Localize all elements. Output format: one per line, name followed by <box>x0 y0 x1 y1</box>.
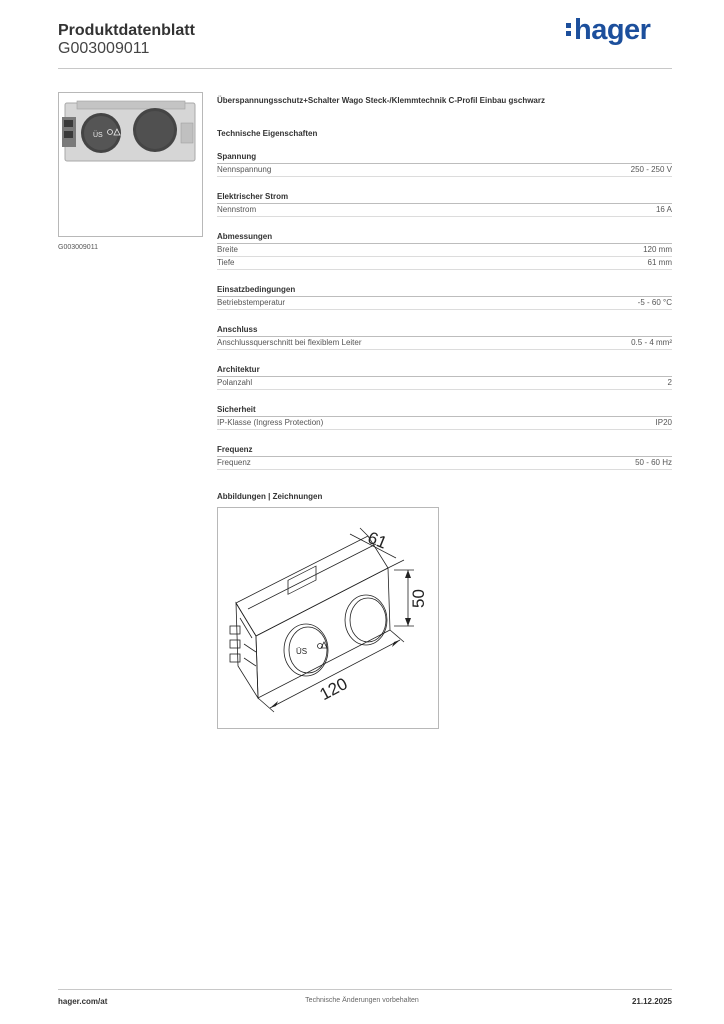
product-image-caption: G003009011 <box>58 244 98 251</box>
property-value: 2 <box>667 378 672 387</box>
property-section <box>217 405 672 430</box>
section-title: Anschluss <box>217 325 672 337</box>
property-row <box>217 257 672 270</box>
property-section <box>217 325 672 350</box>
product-image <box>58 92 203 237</box>
property-label: Nennstrom <box>217 205 257 214</box>
section-title: Spannung <box>217 152 672 164</box>
property-section <box>217 365 672 390</box>
product-photo-icon <box>59 93 202 236</box>
page-title: Produktdatenblatt <box>58 22 195 39</box>
property-row <box>217 204 672 217</box>
section-title: Elektrischer Strom <box>217 192 672 204</box>
property-label: Polanzahl <box>217 378 253 387</box>
property-label: Nennspannung <box>217 165 272 174</box>
property-value: 0.5 - 4 mm² <box>631 338 672 347</box>
property-label: Breite <box>217 245 238 254</box>
property-value: -5 - 60 °C <box>637 298 672 307</box>
illustrations-heading: Abbildungen | Zeichnungen <box>217 492 323 501</box>
footer-date: 21.12.2025 <box>631 997 672 1006</box>
property-row <box>217 297 672 310</box>
product-description: Überspannungsschutz+Schalter Wago Steck-/Klemmtechnik C-Profil Einbau gschwarz <box>217 96 545 105</box>
property-row <box>217 164 672 177</box>
property-value: 50 - 60 Hz <box>635 458 672 467</box>
property-row <box>217 337 672 350</box>
property-row <box>217 417 672 430</box>
section-title: Abmessungen <box>217 232 672 244</box>
svg-text:61: 61 <box>364 527 390 553</box>
section-title: Architektur <box>217 365 672 377</box>
footer-divider <box>58 989 672 990</box>
property-label: Betriebstemperatur <box>217 298 286 307</box>
footer-website-link[interactable]: hager.com/at <box>58 997 108 1006</box>
svg-text:50: 50 <box>409 589 428 608</box>
property-value: 16 A <box>655 205 672 214</box>
dimension-drawing-icon <box>218 508 438 728</box>
property-value: 61 mm <box>647 258 672 267</box>
technical-drawing <box>217 507 439 729</box>
property-row <box>217 457 672 470</box>
svg-text:ÜS: ÜS <box>296 647 308 656</box>
footer-disclaimer: Technische Änderungen vorbehalten <box>305 997 419 1004</box>
product-code: G003009011 <box>58 40 150 57</box>
property-label: Tiefe <box>217 258 235 267</box>
property-label: IP-Klasse (Ingress Protection) <box>217 418 324 427</box>
property-label: Anschlussquerschnitt bei flexiblem Leiter <box>217 338 362 347</box>
section-title: Einsatzbedingungen <box>217 285 672 297</box>
property-value: 250 - 250 V <box>630 165 672 174</box>
svg-text:ÜS: ÜS <box>93 132 103 139</box>
property-section <box>217 192 672 217</box>
logo-dots-icon <box>566 20 571 39</box>
svg-text:120: 120 <box>316 674 351 705</box>
header-divider <box>58 68 672 69</box>
property-value: 120 mm <box>643 245 672 254</box>
product-details <box>217 96 672 501</box>
property-row <box>217 377 672 390</box>
property-value: IP20 <box>655 418 672 427</box>
property-section <box>217 445 672 470</box>
tech-properties-heading: Technische Eigenschaften <box>217 129 318 138</box>
property-row <box>217 244 672 257</box>
property-label: Frequenz <box>217 458 251 467</box>
property-section <box>217 285 672 310</box>
section-title: Sicherheit <box>217 405 672 417</box>
hager-logo: hager <box>566 14 650 47</box>
properties-list <box>217 152 672 470</box>
property-section <box>217 152 672 177</box>
property-section <box>217 232 672 270</box>
section-title: Frequenz <box>217 445 672 457</box>
